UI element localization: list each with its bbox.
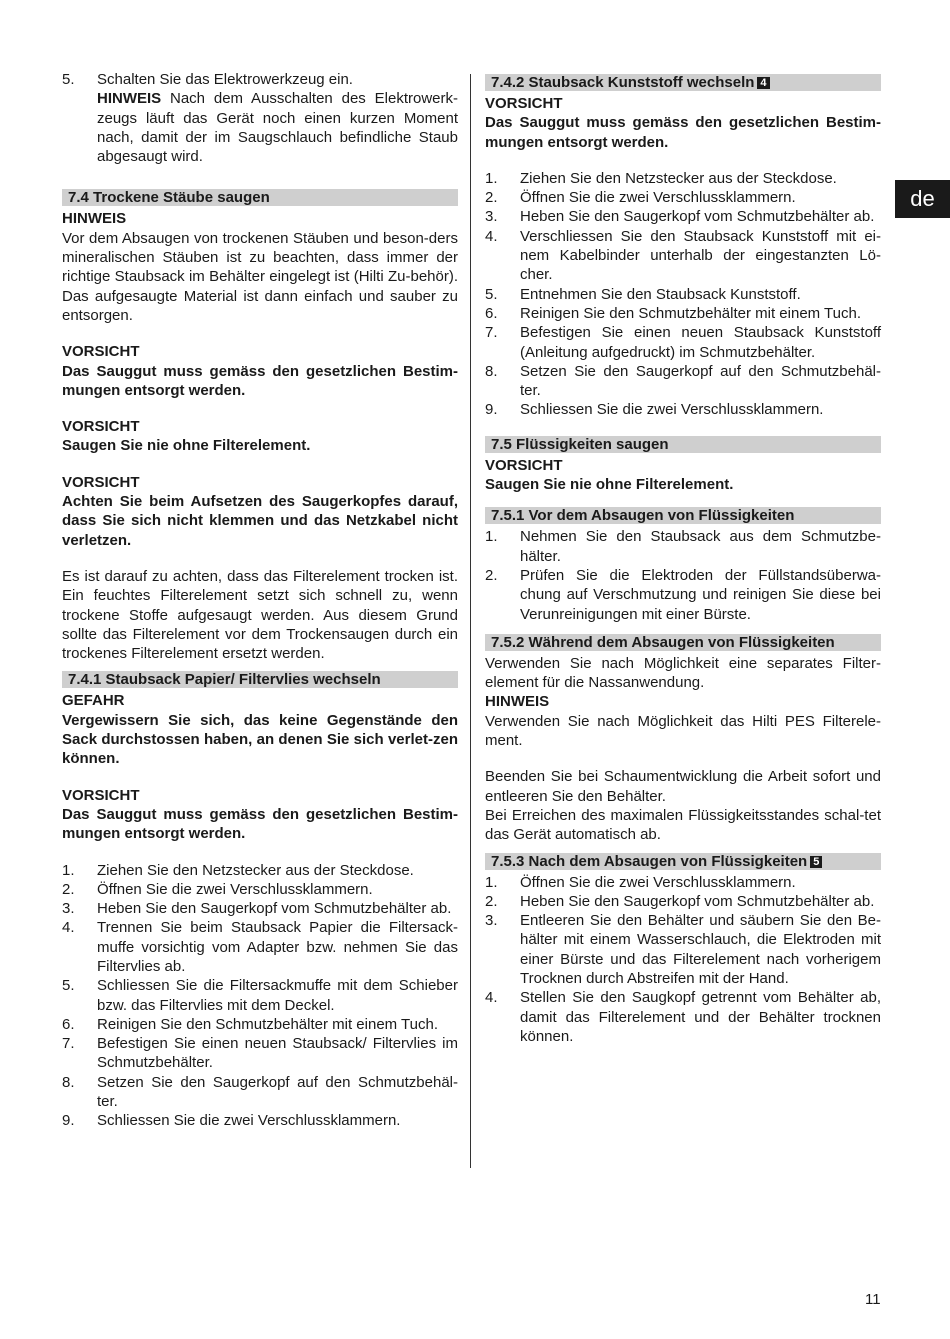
step-text: Schliessen Sie die Filtersackmuffe mit dem Schieber bzw. das Filtervlies mit dem Deckel. xyxy=(97,977,458,1014)
step-number: 1. xyxy=(485,169,498,187)
step-item xyxy=(485,207,881,226)
step-item xyxy=(62,1111,458,1130)
step-text: Reinigen Sie den Schmutzbehälter mit einem Tuch. xyxy=(97,1015,439,1033)
step-number: 4. xyxy=(62,919,75,937)
step-item xyxy=(62,976,458,1015)
step-text: Befestigen Sie einen neuen Staubsack/ Filtervlies im Schmutzbehälter. xyxy=(97,1035,458,1072)
step-item xyxy=(62,70,458,89)
body-paragraph: Beenden Sie bei Schaumentwicklung die Arbeit sofort und entleeren Sie den Behälter. xyxy=(485,768,881,805)
step-text: Verschliessen Sie den Staubsack Kunststoff mit ei-nem Kabelbinder unterhalb der eingestanzten Lö-cher. xyxy=(520,227,881,284)
section-heading-7-5-3: 7.5.3 Nach dem Absaugen von Flüssigkeiten 5 xyxy=(485,853,881,870)
step-item xyxy=(485,527,881,566)
step-text: Öffnen Sie die zwei Verschlussklammern. xyxy=(520,873,796,891)
step-item xyxy=(485,323,881,362)
step-item xyxy=(62,918,458,976)
body-paragraph: Bei Erreichen des maximalen Flüssigkeitsstandes schal-tet das Gerät automatisch ab. xyxy=(485,806,881,844)
caution-text: Achten Sie beim Aufsetzen des Saugerkopfes darauf, dass Sie sich nicht klemmen und das Netzkabel nicht verletzen. xyxy=(62,493,458,549)
step-text: Entleeren Sie den Behälter und säubern Sie den Be-hälter mit einem Wasserschlauch, die Elektroden mit einer Bürste und das Filterelement nach vorherigem Trocknen durch Abstreifen mit der Hand. xyxy=(520,912,881,987)
caution-label: VORSICHT xyxy=(485,456,563,474)
caution-text: Das Sauggut muss gemäss den gesetzlichen Bestim-mungen entsorgt werden. xyxy=(62,805,458,843)
step-number: 3. xyxy=(62,900,75,918)
step-text: Öffnen Sie die zwei Verschlussklammern. xyxy=(97,880,373,898)
figure-ref-badge: 4 xyxy=(757,77,769,89)
step-text: Entnehmen Sie den Staubsack Kunststoff. xyxy=(520,285,801,303)
step-item xyxy=(485,988,881,1046)
step-number: 5. xyxy=(62,71,75,88)
figure-ref-badge: 5 xyxy=(810,856,822,868)
step-text: Heben Sie den Saugerkopf vom Schmutzbehälter ab. xyxy=(520,892,875,910)
section-heading-7-4-2: 7.4.2 Staubsack Kunststoff wechseln 4 xyxy=(485,74,881,91)
section-heading-7-5: 7.5 Flüssigkeiten saugen xyxy=(485,436,881,453)
caution-label: VORSICHT xyxy=(62,473,140,491)
step-item xyxy=(485,400,881,419)
step-list xyxy=(62,861,458,1131)
note-label: HINWEIS xyxy=(62,210,127,228)
step-text: Öffnen Sie die zwei Verschlussklammern. xyxy=(520,189,796,207)
step-text: Schliessen Sie die zwei Verschlussklammern. xyxy=(97,1112,401,1130)
step-number: 7. xyxy=(485,324,498,342)
step-list xyxy=(485,527,881,623)
step-number: 4. xyxy=(485,989,498,1007)
left-column xyxy=(62,70,458,1131)
step-number: 9. xyxy=(62,1112,75,1130)
step-list xyxy=(485,873,881,1047)
section-heading-7-5-1: 7.5.1 Vor dem Absaugen von Flüssigkeiten xyxy=(485,507,881,524)
step-item xyxy=(485,227,881,285)
step-item xyxy=(62,1073,458,1112)
step-number: 1. xyxy=(62,861,75,879)
step-note xyxy=(62,89,458,166)
step-number: 5. xyxy=(62,977,75,995)
body-paragraph: Verwenden Sie nach Möglichkeit eine separates Filter-element für die Nassanwendung. xyxy=(485,654,881,692)
step-number: 2. xyxy=(485,892,498,910)
step-text: Prüfen Sie die Elektroden der Füllstandsüberwa-chung auf Verschmutzung und reinigen Sie diese bei Verunreinigungen mit einer Bürste. xyxy=(520,566,881,623)
step-item xyxy=(485,892,881,911)
step-text: Trennen Sie beim Staubsack Papier die Filtersack-muffe vorsichtig vom Adapter bzw. nehmen Sie das Filtervlies ab. xyxy=(97,919,458,975)
step-text: Heben Sie den Saugerkopf vom Schmutzbehälter ab. xyxy=(97,900,452,918)
step-number: 6. xyxy=(485,304,498,322)
section-heading-7-5-2: 7.5.2 Während dem Absaugen von Flüssigkeiten xyxy=(485,634,881,651)
right-column xyxy=(485,74,881,1046)
step-item xyxy=(62,880,458,899)
step-text: Befestigen Sie einen neuen Staubsack Kunststoff (Anleitung aufgedruckt) im Schmutzbehälter. xyxy=(520,324,881,361)
danger-text: Vergewissern Sie sich, das keine Gegenstände den Sack durchstossen haben, an denen Sie sich verlet-zen können. xyxy=(62,711,458,768)
step-number: 2. xyxy=(485,566,498,584)
step-item xyxy=(485,169,881,188)
step-number: 3. xyxy=(485,208,498,226)
step-number: 6. xyxy=(62,1015,75,1033)
step-number: 8. xyxy=(62,1073,75,1091)
step-item xyxy=(485,304,881,323)
step-number: 8. xyxy=(485,362,498,380)
step-text: Schalten Sie das Elektrowerkzeug ein. xyxy=(97,71,353,88)
caution-label: VORSICHT xyxy=(62,418,140,436)
caution-label: VORSICHT xyxy=(62,786,140,804)
step-number: 4. xyxy=(485,227,498,245)
step-text: Heben Sie den Saugerkopf vom Schmutzbehälter ab. xyxy=(520,208,875,226)
step-text: Setzen Sie den Saugerkopf auf den Schmutzbehäl-ter. xyxy=(97,1073,458,1111)
page-number: 11 xyxy=(865,1291,881,1308)
step-item xyxy=(485,188,881,207)
step-item xyxy=(62,861,458,880)
note-text: Verwenden Sie nach Möglichkeit das Hilti PES Filterele-ment. xyxy=(485,712,881,750)
step-item xyxy=(485,362,881,401)
caution-label: VORSICHT xyxy=(62,343,140,361)
step-number: 3. xyxy=(485,912,498,930)
step-number: 9. xyxy=(485,401,498,419)
step-text: Stellen Sie den Saugkopf getrennt vom Behälter ab, damit das Filterelement und der Behälter trocknen können. xyxy=(520,989,881,1045)
step-text: Schliessen Sie die zwei Verschlussklammern. xyxy=(520,401,824,419)
caution-label: VORSICHT xyxy=(485,95,563,112)
step-item xyxy=(485,566,881,624)
caution-text: Das Sauggut muss gemäss den gesetzlichen Bestim-mungen entsorgt werden. xyxy=(62,362,458,399)
language-tab: de xyxy=(895,180,950,218)
step-item xyxy=(485,285,881,304)
caution-text: Saugen Sie nie ohne Filterelement. xyxy=(485,476,734,494)
section-heading-7-4-1: 7.4.1 Staubsack Papier/ Filtervlies wechseln xyxy=(62,671,458,688)
note-label: HINWEIS xyxy=(485,693,550,711)
note-text: Vor dem Absaugen von trockenen Stäuben und beson-ders mineralischen Stäuben ist zu beachten, dass immer der richtige Staubsack im Behälter eingelegt ist (Hilti Zu-behör). Das aufgesaugte Material ist dann einfach und sauber zu entsorgen. xyxy=(62,229,458,324)
caution-text: Das Sauggut muss gemäss den gesetzlichen Bestim-mungen entsorgt werden. xyxy=(485,114,881,151)
step-number: 7. xyxy=(62,1035,75,1053)
column-divider xyxy=(470,74,471,1168)
danger-label: GEFAHR xyxy=(62,692,125,710)
step-text: Ziehen Sie den Netzstecker aus der Steckdose. xyxy=(520,169,837,187)
step-text: Setzen Sie den Saugerkopf auf den Schmutzbehäl-ter. xyxy=(520,362,881,400)
body-paragraph: Es ist darauf zu achten, dass das Filterelement trocken ist. Ein feuchtes Filterelement setzt sich schnell zu, wenn trockene Stoffe aufgesaugt werden. Aus diesem Grund sollte das Filterelement vor dem Trockensaugen durch ein trockenes Filterelement ersetzt werden. xyxy=(62,567,458,663)
caution-text: Saugen Sie nie ohne Filterelement. xyxy=(62,437,311,455)
note-label: HINWEIS xyxy=(97,90,162,108)
step-number: 5. xyxy=(485,285,498,303)
step-number: 1. xyxy=(485,528,498,546)
step-text: Ziehen Sie den Netzstecker aus der Steckdose. xyxy=(97,861,414,879)
step-item xyxy=(485,873,881,892)
step-number: 1. xyxy=(485,873,498,891)
step-number: 2. xyxy=(485,189,498,207)
section-heading-7-4: 7.4 Trockene Stäube saugen xyxy=(62,189,458,206)
step-text: Reinigen Sie den Schmutzbehälter mit einem Tuch. xyxy=(520,304,862,322)
step-item xyxy=(62,1015,458,1034)
step-text: Nehmen Sie den Staubsack aus dem Schmutzbe-hälter. xyxy=(520,528,881,565)
step-list xyxy=(485,169,881,420)
step-item xyxy=(62,1034,458,1073)
step-item xyxy=(62,899,458,918)
step-number: 2. xyxy=(62,880,75,898)
step-item xyxy=(485,911,881,988)
note-text: Nach dem Ausschalten des Elektrowerk-zeugs läuft das Gerät noch einen kurzen Moment nach, damit der im Saugschlauch befindliche Staub abgesaugt wird. xyxy=(97,90,458,166)
